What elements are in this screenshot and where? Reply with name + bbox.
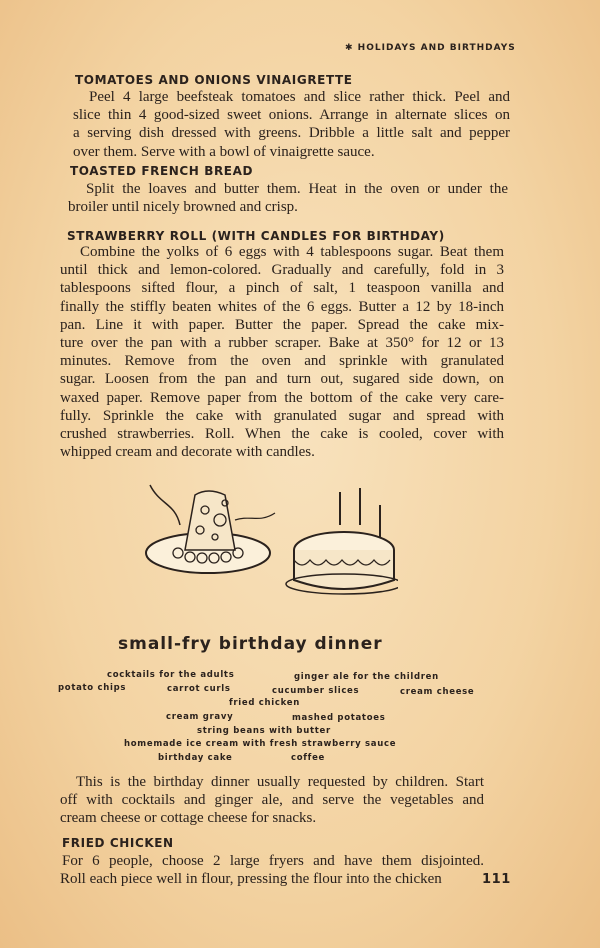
- text-line: tablespoons sifted flour, a pinch of salt, 1 teaspoon vanilla and: [60, 280, 504, 297]
- menu-item: cream cheese: [400, 687, 475, 697]
- menu-item: ginger ale for the children: [294, 672, 439, 682]
- text-line: cream cheese or cottage cheese for snacks.: [60, 810, 317, 827]
- text-line: For 6 people, choose 2 large fryers and have them disjointed.: [62, 853, 484, 869]
- menu-item: carrot curls: [167, 684, 231, 694]
- menu-item: potato chips: [58, 683, 127, 693]
- recipe-title-strawberry-roll: STRAWBERRY ROLL (WITH CANDLES FOR BIRTHDAY): [67, 229, 445, 243]
- gelatin-mold-illustration: [140, 475, 280, 585]
- text-line: Split the loaves and butter them. Heat in the oven or under the: [86, 181, 508, 197]
- text-line: until thick and lemon-colored. Gradually and carefully, fold in 3: [60, 262, 504, 279]
- text-line: a serving dish dressed with greens. Dribble a little salt and pepper: [73, 125, 510, 142]
- menu-item: cream gravy: [166, 712, 234, 722]
- text-line: crushed strawberries. Roll. When the cake is cooled, cover with: [60, 425, 504, 442]
- text-line: fully. Sprinkle the cake with granulated sugar and spread with: [60, 407, 504, 424]
- text-line: pan. Line it with paper. Butter the paper. Spread the cake mix-: [60, 316, 504, 333]
- page-number: 111: [482, 872, 511, 887]
- text-line: over them. Serve with a bowl of vinaigrette sauce.: [73, 143, 375, 160]
- text-line: waxed paper. Remove paper from the bottom of the cake very care-: [60, 389, 504, 406]
- menu-item: mashed potatoes: [292, 713, 386, 723]
- recipe-title-fried-chicken: FRIED CHICKEN: [62, 836, 174, 850]
- menu-item: homemade ice cream with fresh strawberry sauce: [124, 739, 397, 749]
- text-line: Roll each piece well in flour, pressing the flour into the chicken: [60, 871, 442, 888]
- text-line: off with cocktails and ginger ale, and serve the vegetables and: [60, 792, 484, 809]
- text-line: finally the stiffly beaten whites of the 6 eggs. Butter a 12 by 18-inch: [60, 298, 504, 315]
- recipe-title-french-bread: TOASTED FRENCH BREAD: [70, 164, 254, 178]
- text-line: Combine the yolks of 6 eggs with 4 tablespoons sugar. Beat them: [80, 244, 504, 260]
- menu-item: cucumber slices: [272, 686, 360, 696]
- running-head: ✱ HOLIDAYS AND BIRTHDAYS: [345, 43, 516, 53]
- recipe-body-french-bread: [68, 180, 508, 216]
- menu-intro: [60, 773, 484, 828]
- menu-item: cocktails for the adults: [107, 670, 235, 680]
- text-line: broiler until nicely browned and crisp.: [68, 199, 298, 216]
- text-line: Peel 4 large beefsteak tomatoes and slice rather thick. Peel and: [89, 89, 510, 105]
- recipe-title-tomatoes: TOMATOES AND ONIONS VINAIGRETTE: [75, 73, 353, 87]
- menu-item: fried chicken: [229, 698, 300, 708]
- menu-item: string beans with butter: [197, 726, 331, 736]
- text-line: sugar. Loosen from the pan and turn out, sugared side down, on: [60, 371, 504, 388]
- text-line: whipped cream and decorate with candles.: [60, 444, 315, 461]
- text-line: ture over the pan with a rubber scraper. Bake at 350° for 12 or 13: [60, 334, 504, 351]
- menu-item: coffee: [291, 753, 326, 763]
- menu-item: birthday cake: [158, 753, 233, 763]
- recipe-body-fried-chicken: [60, 852, 484, 888]
- text-line: This is the birthday dinner usually requested by children. Start: [76, 774, 484, 790]
- recipe-body-tomatoes: [73, 88, 510, 161]
- text-line: slice thin 4 good-sized sweet onions. Arrange in alternate slices on: [73, 107, 510, 124]
- birthday-cake-illustration: [278, 480, 398, 600]
- menu-title: small-fry birthday dinner: [118, 634, 383, 654]
- text-line: minutes. Remove from the oven and sprinkle with granulated: [60, 353, 504, 370]
- recipe-body-strawberry-roll: [60, 243, 504, 461]
